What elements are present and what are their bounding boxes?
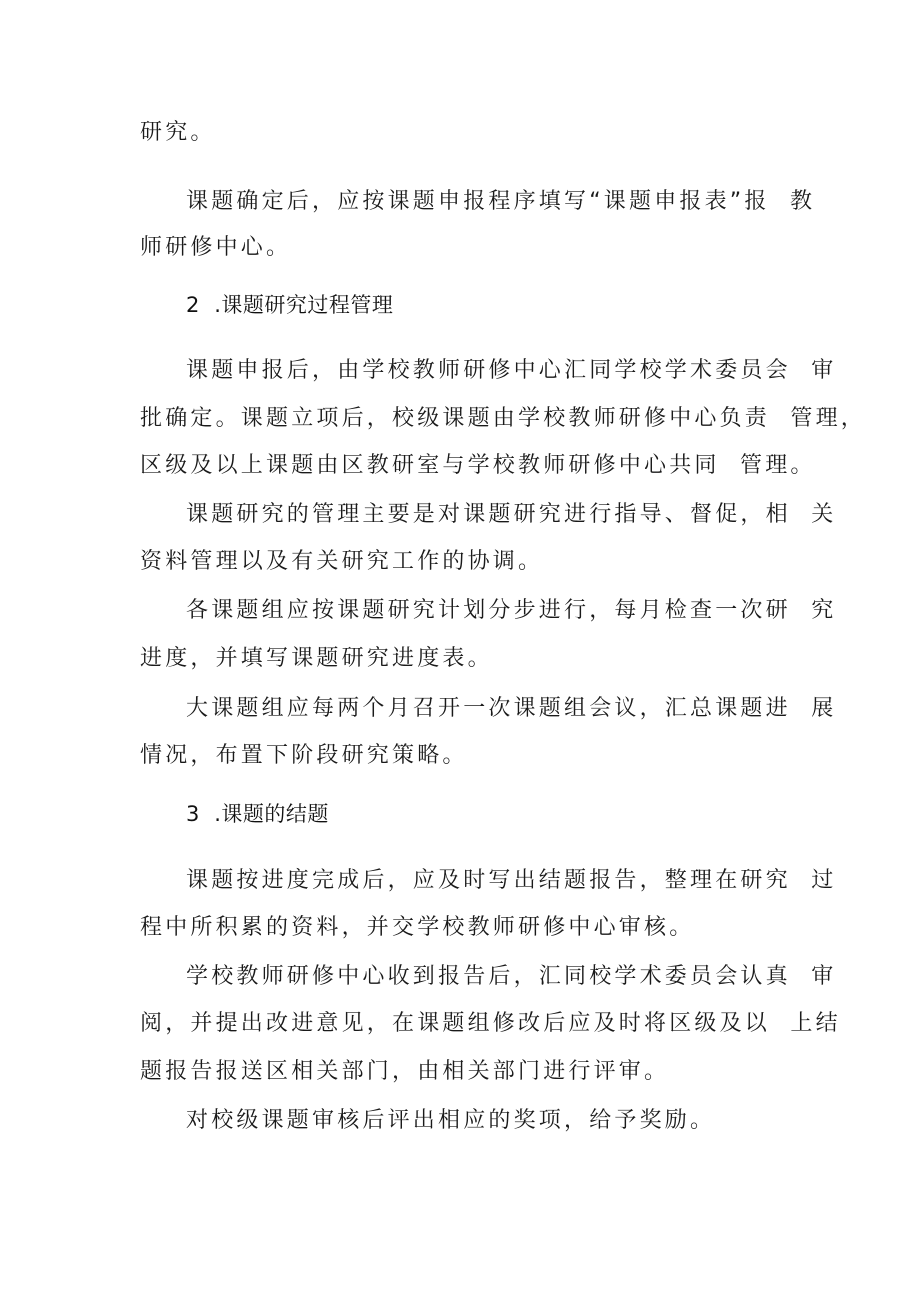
paragraph-line: 题报告报送区相关部门，由相关部门进行评审。 bbox=[140, 1059, 670, 1084]
paragraph-line: 进度，并填写课题研究进度表。 bbox=[140, 646, 493, 671]
paragraph-line: 区级及以上课题由区教研室与学校教师研修中心共同 管理。 bbox=[140, 453, 816, 478]
paragraph-line: 情况，布置下阶段研究策略。 bbox=[140, 743, 468, 768]
paragraph-line: 课题确定后，应按课题申报程序填写“课题申报表”报 教 bbox=[186, 189, 816, 214]
paragraph-line: 大课题组应每两个月召开一次课题组会议，汇总课题进 展 bbox=[186, 696, 837, 721]
paragraph-line: 批确定。课题立项后，校级课题由学校教师研修中心负责 管理， bbox=[140, 406, 866, 431]
paragraph-line: 资料管理以及有关研究工作的协调。 bbox=[140, 549, 544, 574]
paragraph-line: 各课题组应按课题研究计划分步进行，每月检查一次研 究 bbox=[186, 598, 837, 623]
paragraph-line: 师研修中心。 bbox=[140, 235, 292, 260]
paragraph-line: 程中所积累的资料，并交学校教师研修中心审核。 bbox=[140, 915, 695, 940]
paragraph-line: 对校级课题审核后评出相应的奖项，给予奖励。 bbox=[186, 1108, 716, 1133]
section-heading-2: 2 .课题研究过程管理 bbox=[186, 293, 394, 317]
paragraph-line: 研究。 bbox=[140, 120, 216, 145]
section-heading-3: 3 .课题的结题 bbox=[186, 802, 329, 826]
paragraph-line: 学校教师研修中心收到报告后，汇同校学术委员会认真 审 bbox=[186, 964, 837, 989]
paragraph-line: 阅，并提出改进意见，在课题组修改后应及时将区级及以 上结 bbox=[140, 1011, 841, 1036]
paragraph-line: 课题按进度完成后，应及时写出结题报告，整理在研究 过 bbox=[186, 868, 837, 893]
paragraph-line: 课题研究的管理主要是对课题研究进行指导、督促，相 关 bbox=[186, 502, 837, 527]
paragraph-line: 课题申报后，由学校教师研修中心汇同学校学术委员会 审 bbox=[186, 358, 837, 383]
